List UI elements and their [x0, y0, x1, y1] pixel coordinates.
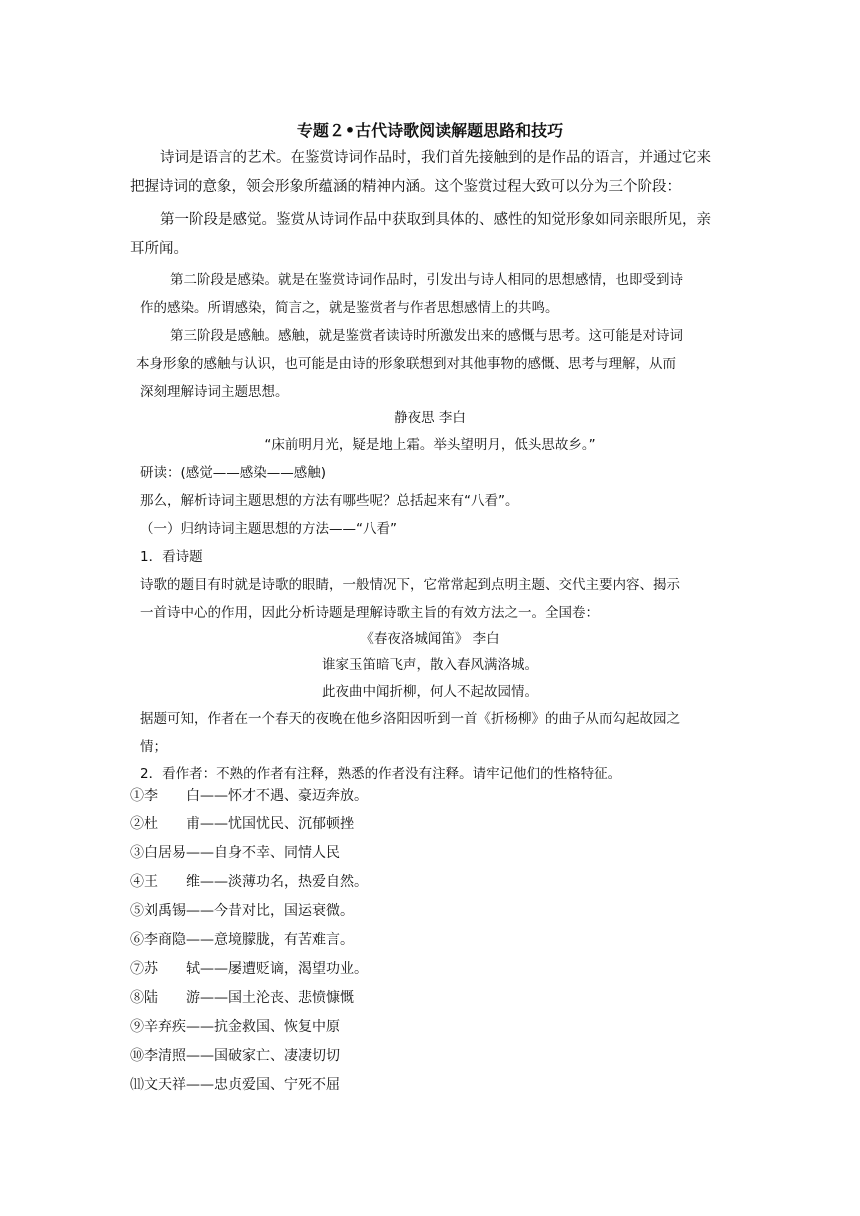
stage2-line-2: 作的感染。所谓感染，简言之，就是鉴赏者与作者思想感情上的共鸣。 — [140, 300, 559, 316]
poem2-line-2: 此夜曲中闻折柳，何人不起故园情。 — [322, 684, 538, 700]
poet-list-item: ②杜 甫——忧国忧民、沉郁顿挫 — [130, 816, 354, 832]
poet-list-item: ⑧陆 游——国土沦丧、悲愤慷慨 — [130, 990, 354, 1006]
question-line: 那么，解析诗词主题思想的方法有哪些呢？总括起来有“八看”。 — [140, 493, 519, 509]
intro-paragraph-2-line-2: 耳所闻。 — [130, 241, 188, 257]
intro-paragraph-2-line-1: 第一阶段是感觉。鉴赏从诗词作品中获取到具体的、感性的知觉形象如同亲眼所见，亲 — [160, 212, 711, 228]
item2-heading: 2．看作者：不熟的作者有注释，熟悉的作者没有注释。请牢记他们的性格特征。 — [140, 766, 622, 782]
poet-list-item: ①李 白——怀才不遇、豪迈奔放。 — [130, 788, 368, 804]
document-title: 专题２•古代诗歌阅读解题思路和技巧 — [296, 121, 564, 140]
poem1-heading: 静夜思 李白 — [394, 410, 466, 426]
poet-list-item: ③白居易——自身不幸、同情人民 — [130, 845, 340, 861]
intro-paragraph-1-line-1: 诗词是语言的艺术。在鉴赏诗词作品时，我们首先接触到的是作品的语言，并通过它来 — [160, 150, 711, 166]
item1-line-1: 诗歌的题目有时就是诗歌的眼睛，一般情况下，它常常起到点明主题、交代主要内容、揭示 — [140, 577, 680, 593]
poet-list-item: ⑨辛弃疾——抗金救国、恢复中原 — [130, 1019, 340, 1035]
item1-heading: 1．看诗题 — [140, 549, 203, 565]
poet-list-item: ⑥李商隐——意境朦胧，有苦难言。 — [130, 932, 354, 948]
poem2-line-1: 谁家玉笛暗飞声，散入春风满洛城。 — [322, 657, 538, 673]
poem2-heading: 《春夜洛城闻笛》 李白 — [360, 631, 500, 647]
study-note: 研读：(感觉——感染——感触) — [140, 465, 327, 481]
analysis-line-1: 据题可知，作者在一个春天的夜晚在他乡洛阳因听到一首《折杨柳》的曲子从而勾起故园之 — [140, 711, 680, 727]
poet-list-item: ⑩李清照——国破家亡、凄凄切切 — [130, 1048, 340, 1064]
poem1-text: “床前明月光，疑是地上霜。举头望明月，低头思故乡。” — [264, 437, 596, 453]
intro-paragraph-1-line-2: 把握诗词的意象，领会形象所蕴涵的精神内涵。这个鉴赏过程大致可以分为三个阶段： — [130, 179, 681, 195]
item1-line-2: 一首诗中心的作用，因此分析诗题是理解诗歌主旨的有效方法之一。全国卷： — [140, 605, 599, 621]
section-heading-1: （一）归纳诗词主题思想的方法——“八看” — [140, 521, 397, 537]
stage2-line-1: 第二阶段是感染。就是在鉴赏诗词作品时，引发出与诗人相同的思想感情，也即受到诗 — [170, 272, 683, 288]
poet-list-item: ⑦苏 轼——屡遭贬谪，渴望功业。 — [130, 961, 368, 977]
poet-list-item: ⑤刘禹锡——今昔对比，国运衰微。 — [130, 903, 354, 919]
stage3-line-2: 本身形象的感触与认识，也可能是由诗的形象联想到对其他事物的感慨、思考与理解，从而 — [136, 356, 676, 372]
stage3-line-1: 第三阶段是感触。感触，就是鉴赏者读诗时所激发出来的感慨与思考。这可能是对诗词 — [170, 328, 683, 344]
poet-list-item: ⑾文天祥——忠贞爱国、宁死不屈 — [130, 1077, 340, 1093]
analysis-line-2: 情； — [140, 739, 167, 755]
stage3-line-3: 深刻理解诗词主题思想。 — [140, 384, 289, 400]
poet-list-item: ④王 维——淡薄功名，热爱自然。 — [130, 874, 368, 890]
